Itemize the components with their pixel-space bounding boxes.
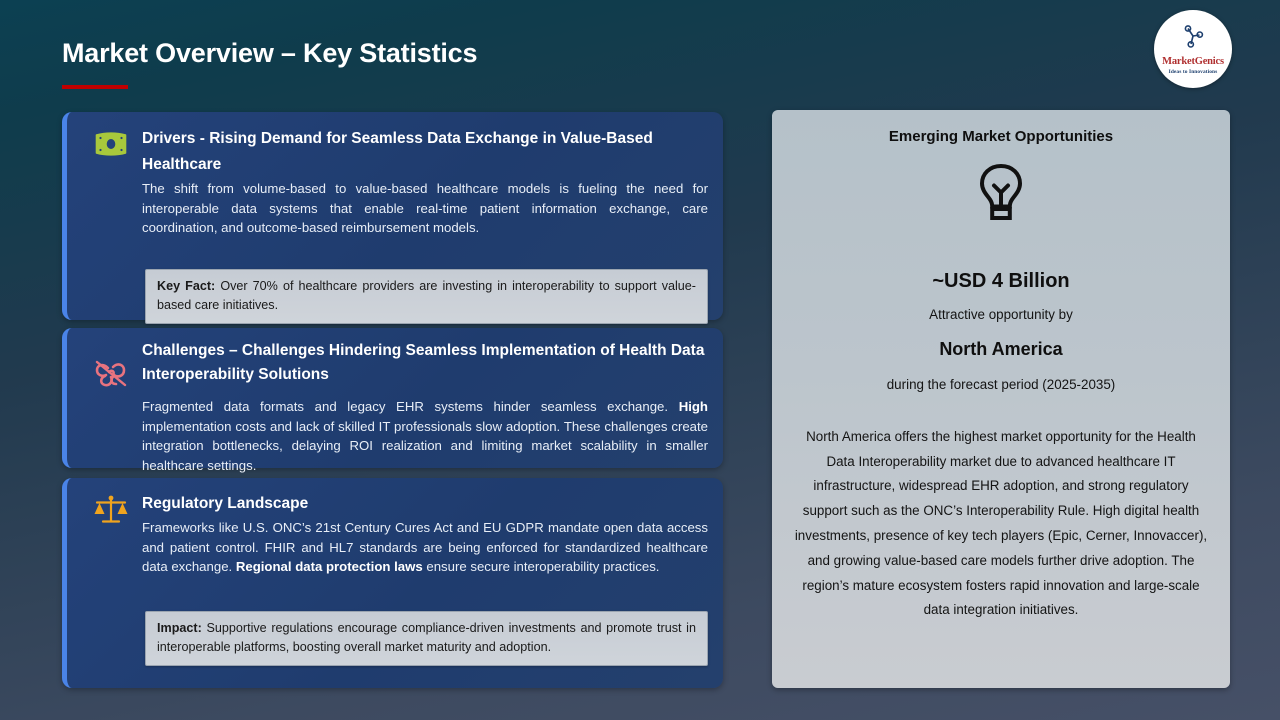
challenges-text-emphasis: High [678,399,708,415]
card-drivers-key-fact-box [145,269,708,324]
money-banknote-icon [89,132,133,156]
impact-value: Supportive regulations encourage compliance-driven investments and promote trust in interoperable platforms, boosting overall market maturity and adoption. [157,621,696,654]
card-regulatory-impact-text [157,619,696,657]
balance-scales-icon [89,493,133,527]
panel-description: North America offers the highest market opportunity for the Health Data Interoperability market due to advanced healthcare IT infrastructure, widespread EHR adoption, and strong regulatory support such as the ONC’s Interoperability Rule. High digital health investments, presence of key tech players (Epic, Cerner, Innovaccer), and growing value-based care models further drive adoption. The region’s mature ecosystem fosters rapid innovation and large-scale data integration initiatives. [794,428,1208,618]
logo-tagline: Ideas to Innovations [1168,68,1218,75]
brand-logo [1154,10,1232,88]
title-underline-rule [62,85,128,89]
card-challenges[interactable] [62,328,723,473]
card-regulatory-landscape[interactable] [62,478,723,688]
broken-link-icon [89,356,133,390]
card-challenges-text [142,397,708,475]
card-challenges-body [142,339,708,475]
card-drivers-body [142,126,708,238]
panel-opportunity-value: ~USD 4 Billion [932,270,1070,292]
card-regulatory-text [142,518,708,577]
card-challenges-heading: Challenges – Challenges Hindering Seamless Implementation of Health Data Interoperability Solutions [142,342,705,384]
card-drivers-text: The shift from volume-based to value-based healthcare models is fueling the need for interoperable data systems that enable real-time patient information exchange, care coordination, and outcome-based reimbursement models. [142,181,708,236]
panel-forecast-period: during the forecast period (2025-2035) [886,376,1116,392]
panel-title: Emerging Market Opportunities [888,128,1114,145]
card-regulatory-body [142,491,708,577]
panel-region-name: North America [939,339,1063,360]
card-drivers[interactable] [62,112,723,320]
page-title: Market Overview – Key Statistics [62,38,478,68]
key-fact-label: Key Fact: [157,279,216,293]
emerging-opportunities-panel [772,110,1230,688]
card-regulatory-impact-box [145,611,708,666]
panel-opportunity-subtitle: Attractive opportunity by [929,307,1073,322]
regulatory-text-rest: ensure secure interoperability practices. [422,559,660,575]
challenges-text-lead: Fragmented data formats and legacy EHR systems hinder seamless exchange. [142,399,679,415]
lightbulb-icon [790,162,1212,231]
card-regulatory-heading: Regulatory Landscape [142,495,309,512]
regulatory-text-lead: Frameworks like U.S. ONC’s 21st Century Cures Act and EU GDPR mandate open data access and patient control. FHIR and HL7 standards are being enforced for standardized healthcare data exchange. [142,520,708,575]
challenges-text-rest: implementation costs and lack of skilled IT professionals slow adoption. These challenges create integration bottlenecks, delaying ROI realization and limiting market scalability in smaller healthcare settings. [142,418,708,473]
regulatory-text-emphasis: Regional data protection laws [235,559,423,575]
card-drivers-key-fact-text [157,277,696,315]
logo-brand-name: MarketGenics [1162,56,1224,68]
card-drivers-heading: Drivers - Rising Demand for Seamless Data Exchange in Value-Based Healthcare [142,130,653,174]
key-fact-value: Over 70% of healthcare providers are investing in interoperability to support value-based care initiatives. [157,279,697,312]
impact-label: Impact: [157,621,202,635]
network-node-icon [1180,25,1206,54]
